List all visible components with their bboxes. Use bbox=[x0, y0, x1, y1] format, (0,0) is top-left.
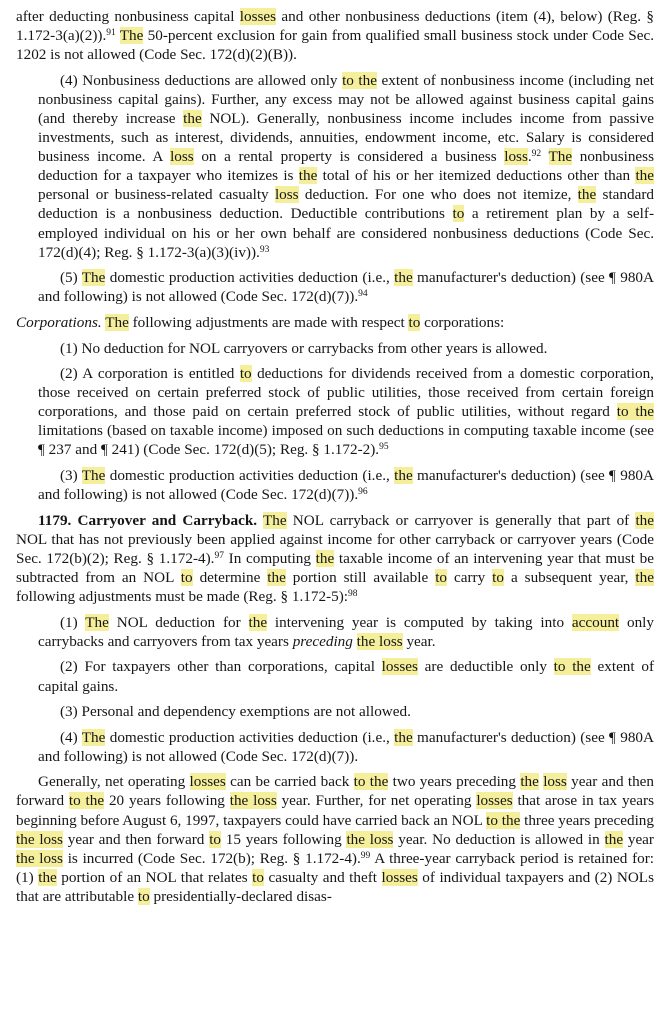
text-run: (1) No deduction for NOL carryovers or carrybacks from other years is allowed. bbox=[60, 339, 548, 357]
highlighted-text: the bbox=[635, 167, 654, 185]
text-run: corporations: bbox=[420, 313, 505, 331]
text-run: two years preceding bbox=[388, 773, 521, 791]
text-run: following adjustments must be made (Reg. § 1.172-5): bbox=[16, 588, 348, 606]
text-run: nonbusiness deduction for a taxpayer who itemizes is bbox=[38, 148, 654, 185]
para-adj-item-1 bbox=[16, 613, 654, 651]
footnote-ref: 98 bbox=[347, 589, 358, 600]
highlighted-text: the loss bbox=[346, 830, 394, 848]
highlighted-text: to the bbox=[616, 403, 654, 421]
footnote-ref: 91 bbox=[106, 28, 116, 39]
text-run: determine bbox=[192, 569, 268, 587]
highlighted-text: the bbox=[394, 467, 413, 485]
highlighted-text: to bbox=[252, 868, 264, 886]
text-run: following adjustments are made with respect bbox=[128, 313, 409, 331]
text-run: (3) Personal and dependency exemptions are not allowed. bbox=[60, 703, 411, 721]
text-run: domestic production activities deduction (i.e., bbox=[105, 728, 395, 746]
text-run: are deductible only bbox=[417, 658, 554, 676]
text-run: casualty and theft bbox=[264, 868, 382, 886]
highlighted-text: The bbox=[548, 148, 573, 166]
highlighted-text: the bbox=[604, 830, 624, 848]
text-run: on a rental property is considered a business bbox=[193, 148, 505, 166]
text-run: of individual taxpayers and (2) NOLs that are attributable bbox=[16, 868, 654, 905]
highlighted-text: loss bbox=[274, 186, 299, 204]
text-run: domestic production activities deduction (i.e., bbox=[105, 269, 395, 287]
footnote-ref: 92 bbox=[531, 149, 542, 160]
highlighted-text: The bbox=[81, 728, 106, 746]
section-heading-text: Carryover and Carryback. bbox=[77, 511, 258, 529]
highlighted-text: the loss bbox=[356, 632, 403, 650]
highlighted-text: the bbox=[394, 728, 413, 746]
footnote-ref: 95 bbox=[379, 442, 389, 453]
text-run: year and then forward bbox=[16, 773, 655, 810]
text-run: intervening year is computed by taking into bbox=[267, 613, 572, 631]
highlighted-text: the bbox=[183, 109, 202, 127]
highlighted-text: to the bbox=[342, 71, 377, 89]
italic-text: preceding bbox=[292, 632, 353, 650]
text-run: year. bbox=[402, 632, 436, 650]
para-1179-carryover-carryback bbox=[16, 511, 654, 606]
highlighted-text: The bbox=[105, 313, 129, 331]
text-run: taxable income of an intervening year that must be subtracted from an NOL bbox=[16, 549, 654, 587]
text-run: total of his or her itemized deductions other than bbox=[317, 167, 636, 185]
highlighted-text: to bbox=[180, 569, 193, 587]
text-run: year. Further, for net operating bbox=[276, 792, 477, 810]
text-run: manufacturer's deduction) (see ¶ 980A and following) is not allowed (Code Sec. 172(d)(7)). bbox=[38, 728, 654, 765]
text-run: year and then forward bbox=[62, 830, 210, 848]
text-run: 50-percent exclusion for gain from qualified small business stock under Code Sec. 1202 is not allowed (Code Sec. 172(d)(2)(B)). bbox=[16, 27, 655, 64]
text-run: 20 years following bbox=[104, 792, 230, 810]
highlighted-text: the bbox=[520, 773, 539, 791]
highlighted-text: the loss bbox=[16, 849, 63, 867]
para-corp-item-2 bbox=[16, 364, 654, 459]
highlighted-text: the loss bbox=[16, 830, 63, 848]
highlighted-text: the bbox=[248, 613, 268, 631]
text-run: three years preceding bbox=[520, 811, 654, 829]
text-run: limitations (based on taxable income) imposed on such deductions in computing taxable income (see ¶ 237 and ¶ 241) (Code Sec. 172(d)(5); Reg. § 1.172-2). bbox=[38, 422, 654, 459]
highlighted-text: the bbox=[577, 186, 597, 204]
highlighted-text: the bbox=[298, 167, 318, 185]
para-corp-item-3 bbox=[16, 466, 654, 504]
footnote-ref: 94 bbox=[358, 289, 368, 300]
highlighted-text: The bbox=[81, 467, 106, 485]
text-run: (1) bbox=[60, 613, 86, 631]
text-run: NOL carryback or carryover is generally that part of bbox=[286, 511, 636, 529]
para-corporations bbox=[16, 313, 654, 332]
highlighted-text: The bbox=[81, 269, 106, 287]
highlighted-text: The bbox=[85, 613, 109, 631]
text-run: a subsequent year, bbox=[503, 569, 636, 587]
text-run: Generally, net operating bbox=[38, 773, 190, 791]
para-corp-item-1 bbox=[16, 339, 654, 358]
text-run: In computing bbox=[223, 549, 316, 567]
text-run: manufacturer's deduction) (see ¶ 980A and following) is not allowed (Code Sec. 172(d)(7)). bbox=[38, 467, 654, 504]
para-adj-item-3 bbox=[16, 702, 654, 721]
highlighted-text: losses bbox=[239, 8, 277, 25]
highlighted-text: to bbox=[452, 205, 465, 223]
text-run: year bbox=[623, 830, 654, 848]
text-run: (3) bbox=[60, 467, 82, 485]
text-run: carry bbox=[447, 569, 493, 587]
highlighted-text: the bbox=[394, 269, 413, 287]
footnote-ref: 96 bbox=[358, 487, 368, 498]
text-run: NOL that has not previously been applied against income for other carryback or carryover years (Code Sec. 172(b)(2); Reg. § 1.172-4). bbox=[16, 530, 654, 567]
text-run: manufacturer's deduction) (see ¶ 980A and following) is not allowed (Code Sec. 172(d)(7)). bbox=[38, 269, 654, 306]
text-run: . bbox=[527, 148, 532, 166]
highlighted-text: loss bbox=[504, 148, 528, 166]
para-general-carryback-periods bbox=[16, 772, 654, 906]
highlighted-text: the bbox=[315, 549, 335, 567]
highlighted-text: losses bbox=[476, 792, 513, 810]
footnote-ref: 99 bbox=[360, 850, 371, 861]
highlighted-text: loss bbox=[543, 773, 567, 791]
text-run: (2) A corporation is entitled bbox=[60, 365, 240, 383]
highlighted-text: account bbox=[571, 613, 620, 631]
text-run: a retirement plan by a self-employed individual on his or her own behalf are considered nonbusiness deductions (Code Sec. 172(d)(4); Reg. § 1.172-3(a)(3)(iv)). bbox=[38, 205, 654, 261]
highlighted-text: the bbox=[267, 569, 286, 587]
highlighted-text: to bbox=[435, 569, 448, 587]
text-run: NOL deduction for bbox=[108, 613, 249, 631]
text-run bbox=[541, 148, 548, 165]
highlighted-text: the bbox=[635, 569, 654, 587]
text-run: only carrybacks and carryovers from tax years bbox=[38, 613, 654, 650]
highlighted-text: The bbox=[262, 511, 287, 529]
text-run: and other nonbusiness deductions (item (4), below) (Reg. § 1.172-3(a)(2)). bbox=[16, 8, 654, 45]
text-run: (4) Nonbusiness deductions are allowed only bbox=[60, 71, 343, 89]
text-run: A three-year carryback period is retained for: (1) bbox=[16, 849, 654, 886]
text-run: (5) bbox=[60, 269, 82, 287]
text-run: NOL). Generally, nonbusiness income includes income from passive investments, such as interest, dividends, annuities, endowment income, etc. Salary is considered business income. A bbox=[38, 109, 654, 166]
section-heading-text: 1179. bbox=[38, 511, 72, 529]
text-run: year. No deduction is allowed in bbox=[393, 830, 605, 848]
text-run: portion still available bbox=[285, 569, 436, 587]
highlighted-text: the loss bbox=[229, 792, 277, 810]
text-run: (2) For taxpayers other than corporations, capital bbox=[60, 658, 382, 676]
text-run: standard deduction is a nonbusiness deduction. Deductible contributions bbox=[38, 186, 654, 223]
highlighted-text: to bbox=[239, 365, 252, 383]
para-adj-item-2 bbox=[16, 657, 654, 695]
highlighted-text: The bbox=[119, 27, 144, 45]
text-run: (4) bbox=[60, 728, 82, 746]
text-run: deductions for dividends received from a domestic corporation, those received on certain preferred stock of public utilities, those received from certain foreign corporations, and those paid on certain preferred stock of public utilities, without regard bbox=[38, 365, 654, 421]
text-run: deduction. For one who does not itemize, bbox=[298, 186, 578, 204]
highlighted-text: to bbox=[492, 569, 504, 587]
text-run: extent of capital gains. bbox=[38, 658, 655, 695]
highlighted-text: the bbox=[38, 868, 57, 886]
highlighted-text: to the bbox=[553, 658, 591, 676]
highlighted-text: to bbox=[137, 887, 150, 905]
text-run: is incurred (Code Sec. 172(b); Reg. § 1.172-4). bbox=[62, 849, 361, 867]
highlighted-text: to the bbox=[486, 811, 521, 829]
para-item-5-domestic-production bbox=[16, 268, 654, 306]
highlighted-text: to bbox=[209, 830, 222, 848]
highlighted-text: losses bbox=[381, 658, 418, 676]
para-cont-item-3 bbox=[16, 7, 654, 64]
highlighted-text: the bbox=[635, 511, 654, 529]
highlighted-text: to the bbox=[68, 792, 105, 810]
footnote-ref: 93 bbox=[259, 244, 270, 255]
text-run: that arose in tax years beginning before August 6, 1997, taxpayers could have carried back an NOL bbox=[16, 792, 654, 829]
highlighted-text: to the bbox=[353, 773, 389, 791]
para-item-4-nonbusiness-deductions bbox=[16, 71, 654, 262]
italic-text: Corporations. bbox=[16, 313, 102, 331]
highlighted-text: losses bbox=[189, 773, 226, 791]
text-run: presidentially-declared disas- bbox=[149, 887, 332, 905]
text-run: portion of an NOL that relates bbox=[56, 868, 253, 886]
para-adj-item-4 bbox=[16, 728, 654, 766]
text-run: personal or business-related casualty bbox=[38, 186, 275, 204]
text-run: after deducting nonbusiness capital bbox=[16, 8, 240, 25]
highlighted-text: losses bbox=[381, 868, 418, 886]
highlighted-text: loss bbox=[170, 148, 194, 166]
text-run: domestic production activities deduction (i.e., bbox=[105, 467, 395, 485]
footnote-ref: 97 bbox=[214, 550, 224, 561]
highlighted-text: to bbox=[408, 313, 421, 331]
text-run: can be carried back bbox=[225, 773, 354, 791]
text-run: extent of nonbusiness income (including net nonbusiness capital gains). Further, any excess may not be allowed against business capital gains (and thereby increase bbox=[38, 71, 654, 127]
text-run: 15 years following bbox=[221, 830, 347, 848]
